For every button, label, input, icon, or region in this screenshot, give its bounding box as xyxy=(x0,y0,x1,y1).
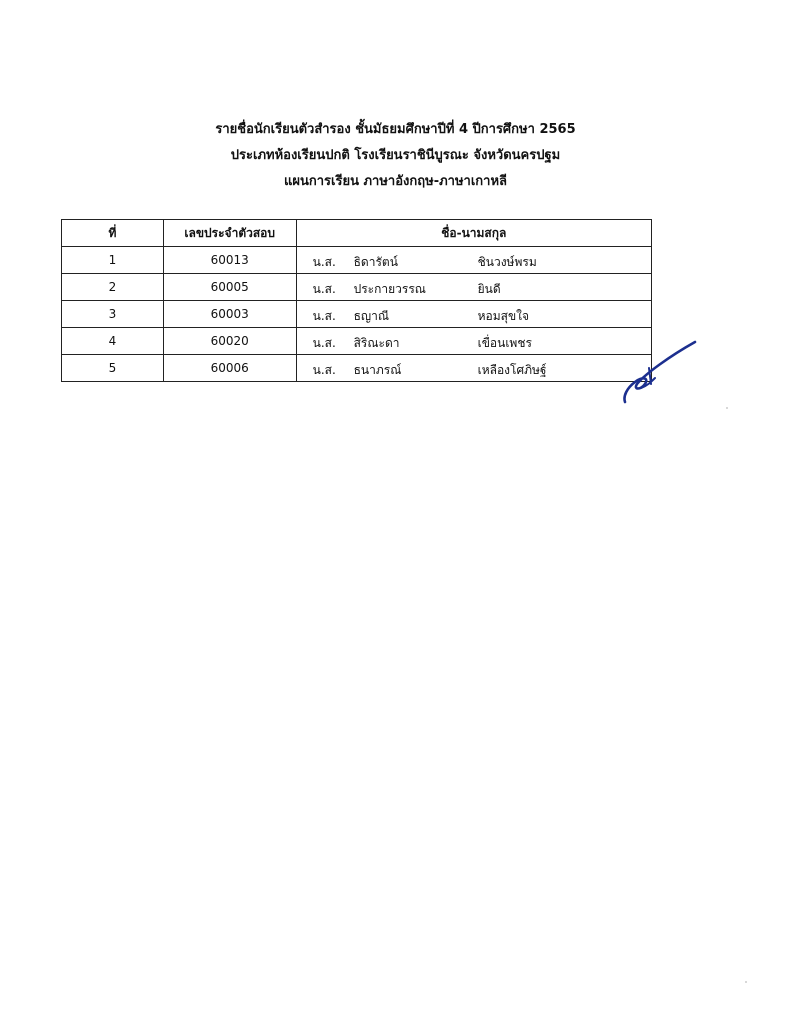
column-header-no: ที่ xyxy=(62,220,164,247)
table-row xyxy=(62,274,652,301)
name-title: น.ส. xyxy=(312,309,336,323)
table-row xyxy=(62,328,652,355)
exam-id: 60005 xyxy=(163,274,296,301)
first-name: ประกายวรรณ xyxy=(353,282,426,296)
student-table xyxy=(61,219,652,382)
first-name: ธนาภรณ์ xyxy=(353,363,402,377)
row-number: 1 xyxy=(62,247,164,274)
row-number: 5 xyxy=(62,355,164,382)
student-name-cell xyxy=(296,301,651,328)
exam-id: 60013 xyxy=(163,247,296,274)
table-row xyxy=(62,247,652,274)
header-title: รายชื่อนักเรียนตัวสำรอง ชั้นมัธยมศึกษาปีที่ 4 ปีการศึกษา 2565 xyxy=(215,122,576,137)
exam-id: 60003 xyxy=(163,301,296,328)
student-name-cell xyxy=(296,355,651,382)
row-number: 3 xyxy=(62,301,164,328)
first-name: ธญาณี xyxy=(353,309,390,323)
student-name-cell xyxy=(296,247,651,274)
table-row xyxy=(62,301,652,328)
column-header-name: ชื่อ-นามสกุล xyxy=(296,220,651,247)
last-name: ยินดี xyxy=(477,282,501,296)
row-number: 2 xyxy=(62,274,164,301)
header-school: ประเภทห้องเรียนปกติ โรงเรียนราชินีบูรณะ จังหวัดนครปฐม xyxy=(230,148,561,163)
document-header xyxy=(0,117,791,195)
name-title: น.ส. xyxy=(312,336,336,350)
column-header-exam-id: เลขประจำตัวสอบ xyxy=(163,220,296,247)
last-name: เขื่อนเพชร xyxy=(477,336,532,350)
name-title: น.ส. xyxy=(312,282,336,296)
exam-id: 60006 xyxy=(163,355,296,382)
header-program: แผนการเรียน ภาษาอังกฤษ-ภาษาเกาหลี xyxy=(284,174,507,189)
first-name: สิริณะดา xyxy=(353,336,400,350)
exam-id: 60020 xyxy=(163,328,296,355)
table-header-row xyxy=(62,220,652,247)
first-name: ธิดารัตน์ xyxy=(353,255,398,269)
row-number: 4 xyxy=(62,328,164,355)
table-row xyxy=(62,355,652,382)
handwritten-signature xyxy=(615,338,700,408)
name-title: น.ส. xyxy=(312,363,336,377)
last-name: เหลืองโศภิษฐ์ xyxy=(477,363,547,377)
last-name: ชินวงษ์พรม xyxy=(477,255,537,269)
last-name: หอมสุขใจ xyxy=(477,309,530,323)
student-name-cell xyxy=(296,328,651,355)
name-title: น.ส. xyxy=(312,255,336,269)
student-name-cell xyxy=(296,274,651,301)
